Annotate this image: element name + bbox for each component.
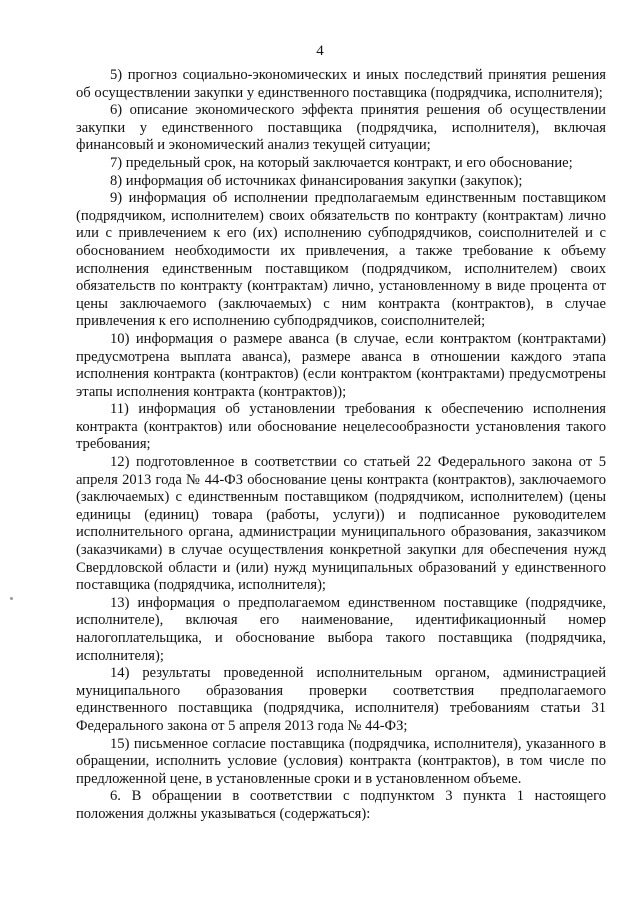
section-6-paragraph: 6. В обращении в соответствии с подпунктом 3 пункта 1 настоящего положения должны указываться (содержаться):	[76, 788, 606, 822]
paragraph-item-8: 8) информация об источниках финансирования закупки (закупок);	[110, 172, 523, 189]
paragraph-item-9: 9) информация об исполнении предполагаемым единственным поставщиком (подрядчиком, исполнителем) своих обязательств по контракту (контрактам) лично или с привлечением к его (их) исполнению субподрядчиков, соисполнителей и с обоснованием необходимости их привлечения, а также требование к объему исполнения единственным поставщиком (подрядчиком, исполнителем) своих обязательств по контракту (контрактам) лично, установленному в виде процента от цены заключаемого (заключаемых) с ним контракта (контрактов), в случае привлечения к его исполнению субподрядчиков, соисполнителей;	[76, 190, 606, 330]
paragraph-item-13: 13) информация о предполагаемом единственном поставщике (подрядчике, исполнителе), включая его наименование, идентификационный номер налогоплательщика, и обоснование выбора такого поставщика (подрядчика, исполнителя);	[76, 594, 606, 664]
scan-artifact-dot	[10, 597, 13, 600]
paragraph-item-10: 10) информация о размере аванса (в случае, если контрактом (контрактами) предусмотрена выплата аванса), размере аванса в отношении каждого этапа исполнения контракта (контрактов) (если контрактом (контрактами) предусмотрены этапы исполнения контракта (контрактов));	[76, 330, 606, 400]
paragraph-item-7: 7) предельный срок, на который заключается контракт, и его обоснование;	[110, 154, 573, 171]
paragraph-item-6: 6) описание экономического эффекта принятия решения об осуществлении закупки у единственного поставщика (подрядчика, исполнителя), включая финансовый и экономический анализ текущей ситуации;	[76, 102, 606, 154]
paragraph-item-12: 12) подготовленное в соответствии со статьей 22 Федерального закона от 5 апреля 2013 года № 44-ФЗ обоснование цены контракта (контрактов), заключаемого (заключаемых) с единственным поставщиком (подрядчиком, исполнителем) (цены единицы (единиц) товара (работы, услуги)) и подписанное руководителем исполнительного органа, администрации муниципального образования, заказчиком (заказчиками) в случае осуществления конкретной закупки для обеспечения нужд Свердловской области и (или) нужд муниципальных образований у единственного поставщика (подрядчика, исполнителя);	[76, 454, 606, 594]
paragraph-item-5: 5) прогноз социально-экономических и иных последствий принятия решения об осуществлении закупки у единственного поставщика (подрядчика, исполнителя);	[76, 67, 606, 101]
paragraph-item-11: 11) информация об установлении требования к обеспечению исполнения контракта (контрактов) или обоснование нецелесообразности установления такого требования;	[76, 401, 606, 453]
document-body	[76, 67, 606, 824]
paragraph-item-14: 14) результаты проведенной исполнительным органом, администрацией муниципального образования проверки соответствия предполагаемого единственного поставщика (подрядчика, исполнителя) требованиям статьи 31 Федерального закона от 5 апреля 2013 года № 44-ФЗ;	[76, 665, 606, 734]
page-number: 4	[316, 43, 324, 59]
paragraph-item-15: 15) письменное согласие поставщика (подрядчика, исполнителя), указанного в обращении, исполнить условие (условия) контракта (контрактов), в том числе по предложенной цене, в установленные сроки и в установленном объеме.	[76, 735, 606, 787]
